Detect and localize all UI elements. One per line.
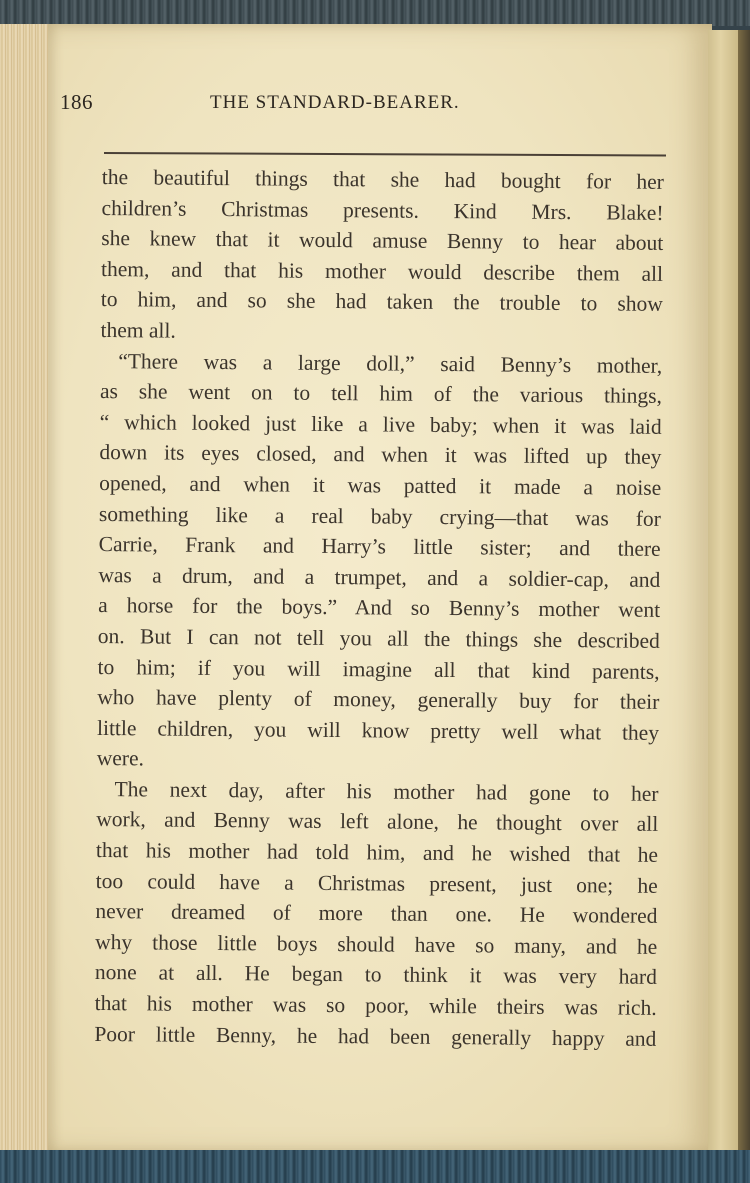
body-text bbox=[94, 162, 664, 1054]
text-line: to him, and so she had taken the trouble to show bbox=[100, 287, 663, 317]
text-line: “There was a large doll,” said Benny’s mother, bbox=[118, 348, 663, 378]
text-line: too could have a Christmas present, just one; he bbox=[95, 868, 658, 898]
text-line: none at all. He began to think it was very hard bbox=[94, 960, 658, 990]
text-line: The next day, after his mother had gone to her bbox=[114, 777, 659, 806]
page-header bbox=[60, 90, 620, 130]
text-line: that his mother was so poor, while theirs was rich. bbox=[94, 990, 657, 1020]
text-line: something like a real baby crying—that was for bbox=[98, 501, 662, 531]
text-line: Carrie, Frank and Harry’s little sister; and there bbox=[98, 532, 661, 562]
text-line: “ which looked just like a live baby; when it was laid bbox=[99, 409, 662, 439]
text-line: she knew that it would amuse Benny to hear about bbox=[101, 226, 664, 256]
text-line: was a drum, and a trumpet, and a soldier-cap, and bbox=[98, 562, 661, 592]
text-line: a horse for the boys.” And so Benny’s mother went bbox=[98, 593, 661, 623]
text-line: down its eyes closed, and when it was lifted up they bbox=[99, 440, 662, 470]
text-line: were. bbox=[96, 746, 145, 771]
text-line: to him; if you will imagine all that kind parents, bbox=[97, 654, 660, 684]
text-line: Poor little Benny, he had been generally happy and bbox=[94, 1021, 657, 1051]
page-number: 186 bbox=[60, 90, 93, 114]
text-line: children’s Christmas presents. Kind Mrs. Blake! bbox=[101, 195, 664, 225]
text-line: who have plenty of money, generally buy for their bbox=[97, 685, 660, 714]
text-line: that his mother had told him, and he wished that he bbox=[95, 838, 659, 867]
book-cover-edge bbox=[708, 30, 750, 1154]
book-bottom-edge bbox=[0, 1150, 750, 1183]
text-line: little children, you will know pretty well what they bbox=[96, 715, 660, 745]
running-title: THE STANDARD-BEARER. bbox=[210, 92, 460, 113]
text-line: never dreamed of more than one. He wondered bbox=[95, 899, 658, 929]
text-line: as she went on to tell him of the various things, bbox=[99, 379, 663, 409]
text-line: why those little boys should have so many, and he bbox=[95, 929, 658, 959]
text-line: on. But I can not tell you all the things she described bbox=[97, 623, 660, 653]
text-line: them, and that his mother would describe them all bbox=[100, 256, 664, 286]
page-stack-edge bbox=[0, 24, 53, 1152]
text-line: them all. bbox=[100, 317, 176, 343]
text-line: work, and Benny was left alone, he thought over all bbox=[96, 807, 659, 837]
book-top-edge bbox=[0, 0, 750, 26]
text-line: the beautiful things that she had bought for her bbox=[101, 164, 664, 194]
text-line: opened, and when it was patted it made a noise bbox=[99, 470, 662, 500]
